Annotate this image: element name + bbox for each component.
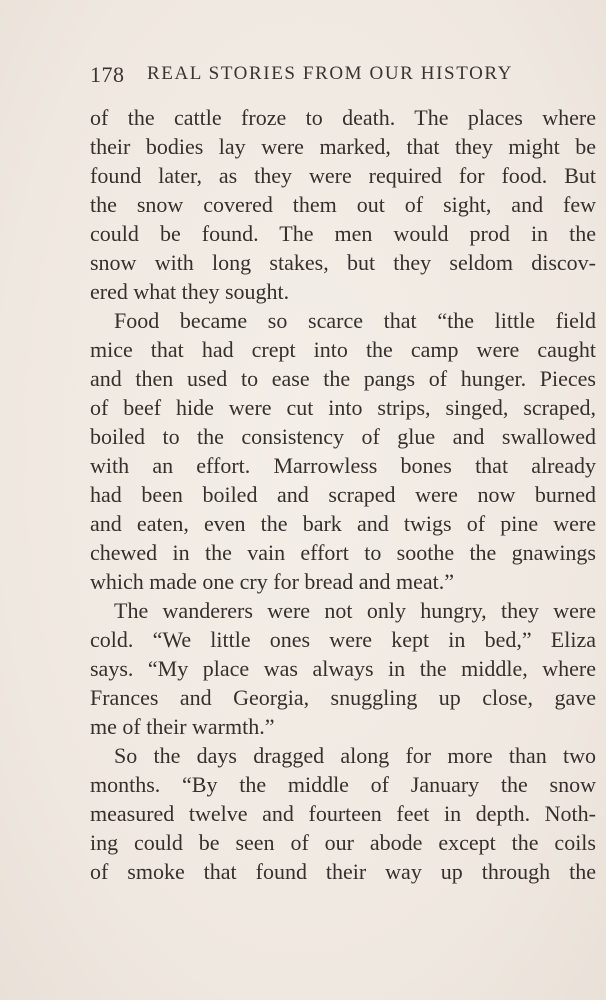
text-line: with an effort. Marrowless bones that already [90,453,596,478]
paragraph [90,596,596,741]
text-line: their bodies lay were marked, that they might be [90,134,596,159]
body-text [90,103,596,886]
running-head [90,62,560,92]
text-line: cold. “We little ones were kept in bed,” Eliza [90,627,596,652]
text-line: could be found. The men would prod in the [90,221,596,246]
text-line: of beef hide were cut into strips, singed, scraped, [90,395,596,420]
text-line: So the days dragged along for more than two [114,743,596,768]
text-line: says. “My place was always in the middle, where [90,656,596,681]
text-line: had been boiled and scraped were now burned [90,482,596,507]
text-line: ered what they sought. [90,279,290,304]
running-title: REAL STORIES FROM OUR HISTORY [147,63,513,84]
text-line: of the cattle froze to death. The places where [90,105,596,130]
text-line: boiled to the consistency of glue and swallowed [90,424,596,449]
text-line: The wanderers were not only hungry, they were [114,598,596,623]
text-line: and then used to ease the pangs of hunger. Pieces [90,366,596,391]
text-line: the snow covered them out of sight, and few [90,192,596,217]
text-line: measured twelve and fourteen feet in depth. Noth- [90,801,596,826]
paragraph [90,306,596,596]
text-line: which made one cry for bread and meat.” [90,569,455,594]
paragraph [90,741,596,886]
text-line: found later, as they were required for food. But [90,163,596,188]
text-line: Frances and Georgia, snuggling up close, gave [90,685,596,710]
text-line: chewed in the vain effort to soothe the gnawings [90,540,596,565]
text-line: mice that had crept into the camp were caught [90,337,596,362]
page-number: 178 [90,62,125,87]
text-line: and eaten, even the bark and twigs of pine were [90,511,596,536]
text-line: Food became so scarce that “the little field [114,308,596,333]
text-line: ing could be seen of our abode except the coils [90,830,596,855]
text-line: of smoke that found their way up through the [90,859,596,884]
text-line: me of their warmth.” [90,714,275,739]
paragraph [90,103,596,306]
text-line: snow with long stakes, but they seldom discov- [90,250,596,275]
text-line: months. “By the middle of January the snow [90,772,596,797]
